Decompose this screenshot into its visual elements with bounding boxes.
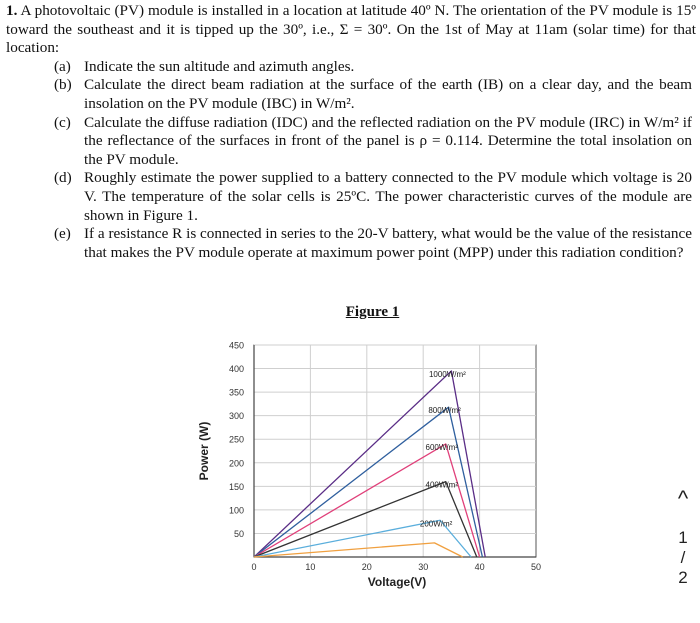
problem-number: 1. bbox=[6, 2, 18, 19]
x-tick-label: 10 bbox=[305, 562, 316, 572]
power-voltage-chart bbox=[190, 325, 560, 595]
figure-title: Figure 1 bbox=[345, 304, 400, 320]
y-tick-label: 400 bbox=[228, 364, 244, 375]
series-label: 600W/m² bbox=[425, 442, 458, 452]
y-tick-label: 100 bbox=[228, 505, 244, 516]
x-axis-label: Voltage(V) bbox=[367, 575, 427, 589]
x-tick-label: 20 bbox=[361, 562, 372, 572]
series-label: 800W/m² bbox=[428, 406, 461, 416]
y-tick-label: 200 bbox=[228, 458, 244, 469]
series-label: 1000W/m² bbox=[428, 369, 466, 379]
part-text: Calculate the diffuse radiation (IDC) and the reflected radiation on the PV module (IRC) in W/m² if the reflectance of the surfaces in front of the panel is ρ = 0.114. Determine the total insolation on the PV module. bbox=[84, 113, 692, 168]
part-label: (b) bbox=[54, 76, 72, 94]
part-a bbox=[6, 58, 696, 77]
problem-stem-text: A photovoltaic (PV) module is installed in a location at latitude 40º N. The orientation of the PV module is 15º toward the southeast and it is tipped up the 30º, i.e., Σ = 30º. On the 1st of May at 11am (solar time) for that location: bbox=[6, 2, 696, 57]
page-separator: / bbox=[680, 548, 686, 567]
y-tick-label: 450 bbox=[228, 340, 244, 351]
y-tick-label: 150 bbox=[228, 481, 244, 492]
y-tick-label: 300 bbox=[228, 411, 244, 422]
part-text: If a resistance R is connected in series to the 20-V battery, what would be the value of the resistance that makes the PV module operate at maximum power point (MPP) under this radiation condition? bbox=[84, 225, 692, 261]
part-text: Roughly estimate the power supplied to a battery connected to the PV module which voltage is 20 V. The temperature of the solar cells is 25ºC. The power characteristic curves of the module are shown in Figure 1. bbox=[84, 169, 692, 224]
part-c bbox=[6, 114, 696, 170]
problem-stem bbox=[6, 2, 696, 58]
series-label: 400W/m² bbox=[425, 480, 458, 490]
part-text: Indicate the sun altitude and azimuth angles. bbox=[84, 57, 355, 75]
page-current: 1 bbox=[678, 528, 688, 547]
chart-svg bbox=[190, 325, 560, 595]
x-tick-label: 40 bbox=[474, 562, 485, 572]
y-tick-label: 350 bbox=[228, 387, 244, 398]
problem-parts bbox=[6, 58, 696, 263]
series-label: 200W/m² bbox=[419, 519, 453, 529]
part-label: (c) bbox=[54, 113, 71, 131]
x-tick-label: 0 bbox=[251, 562, 257, 572]
part-label: (e) bbox=[54, 225, 71, 243]
problem-statement bbox=[6, 2, 696, 262]
part-label: (a) bbox=[54, 57, 71, 75]
part-text: Calculate the direct beam radiation at the surface of the earth (IB) on a clear day, and the beam insolation on the PV module (IBC) in W/m². bbox=[84, 76, 692, 112]
y-axis-label: Power (W) bbox=[197, 421, 211, 481]
y-tick-label: 50 bbox=[233, 528, 244, 539]
chevron-up-icon[interactable]: ^ bbox=[677, 486, 689, 511]
x-tick-label: 30 bbox=[418, 562, 429, 572]
x-tick-label: 50 bbox=[530, 562, 542, 572]
part-e bbox=[6, 225, 696, 262]
part-label: (d) bbox=[54, 169, 72, 187]
pager bbox=[672, 488, 694, 588]
page-total: 2 bbox=[678, 568, 688, 587]
part-b bbox=[6, 76, 696, 113]
part-d bbox=[6, 169, 696, 225]
y-tick-label: 250 bbox=[228, 434, 244, 445]
